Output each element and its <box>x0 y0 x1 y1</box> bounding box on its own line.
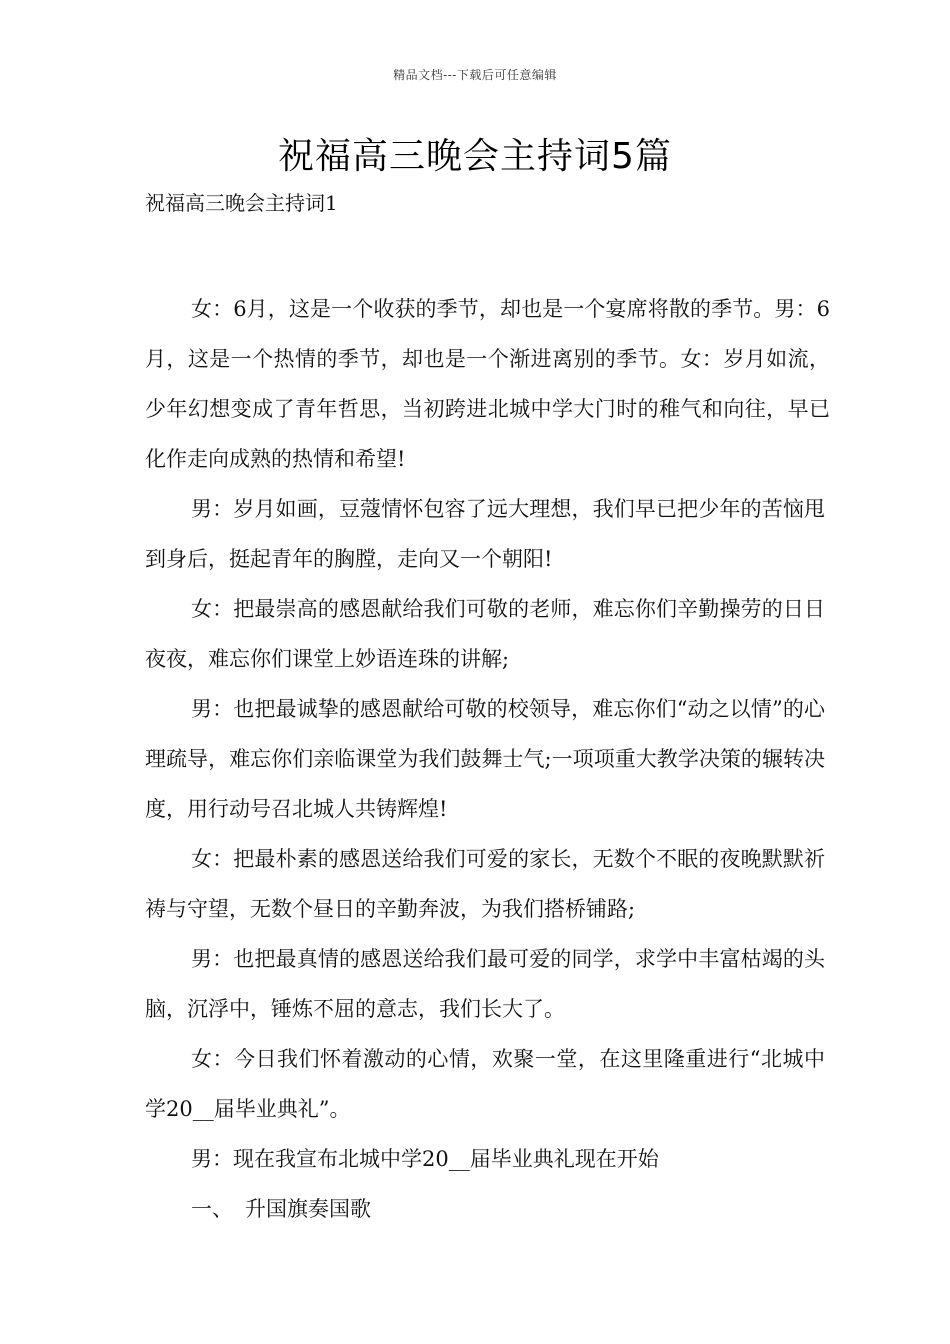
paragraph-5: 女：把最朴素的感恩送给我们可爱的家长，无数个不眠的夜晚默默祈祷与守望，无数个昼日的辛勤奔波，为我们搭桥铺路; <box>145 847 825 921</box>
paragraph-1: 女：6月，这是一个收获的季节，却也是一个宴席将散的季节。男：6月，这是一个热情的季节，却也是一个渐进离别的季节。女：岁月如流，少年幻想变成了青年哲思，当初跨进北城中学大门时的稚气和向往，早已化作走向成熟的热情和希望! <box>145 297 830 471</box>
paragraph-8: 男：现在我宣布北城中学20__届毕业典礼现在开始 <box>191 1147 659 1171</box>
document-title: 祝福高三晚会主持词5篇 <box>278 136 672 177</box>
paragraph-4: 男：也把最诚挚的感恩献给可敬的校领导，难忘你们“动之以情”的心理疏导，难忘你们亲临课堂为我们鼓舞士气;一项项重大教学决策的辗转决度，用行动号召北城人共铸辉煌! <box>145 697 825 821</box>
list-item-number: 一、 <box>191 1197 233 1221</box>
page-header-note: 精品文档---下载后可任意编辑 <box>393 68 557 82</box>
paragraph-7: 女：今日我们怀着激动的心情，欢聚一堂，在这里隆重进行“北城中学20__届毕业典礼”。 <box>145 1047 825 1121</box>
paragraph-6: 男：也把最真情的感恩送给我们最可爱的同学，求学中丰富枯竭的头脑，沉浮中，锤炼不屈的意志，我们长大了。 <box>145 947 825 1021</box>
document-subtitle: 祝福高三晚会主持词1 <box>145 191 338 215</box>
paragraph-2: 男：岁月如画，豆蔻情怀包容了远大理想，我们早已把少年的苦恼甩到身后，挺起青年的胸膛，走向又一个朝阳! <box>145 497 825 571</box>
list-item-text: 升国旗奏国歌 <box>245 1197 371 1221</box>
document-body <box>145 284 830 1234</box>
list-item <box>145 1184 825 1234</box>
paragraph-3: 女：把最崇高的感恩献给我们可敬的老师，难忘你们辛勤操劳的日日夜夜，难忘你们课堂上妙语连珠的讲解; <box>145 597 825 671</box>
